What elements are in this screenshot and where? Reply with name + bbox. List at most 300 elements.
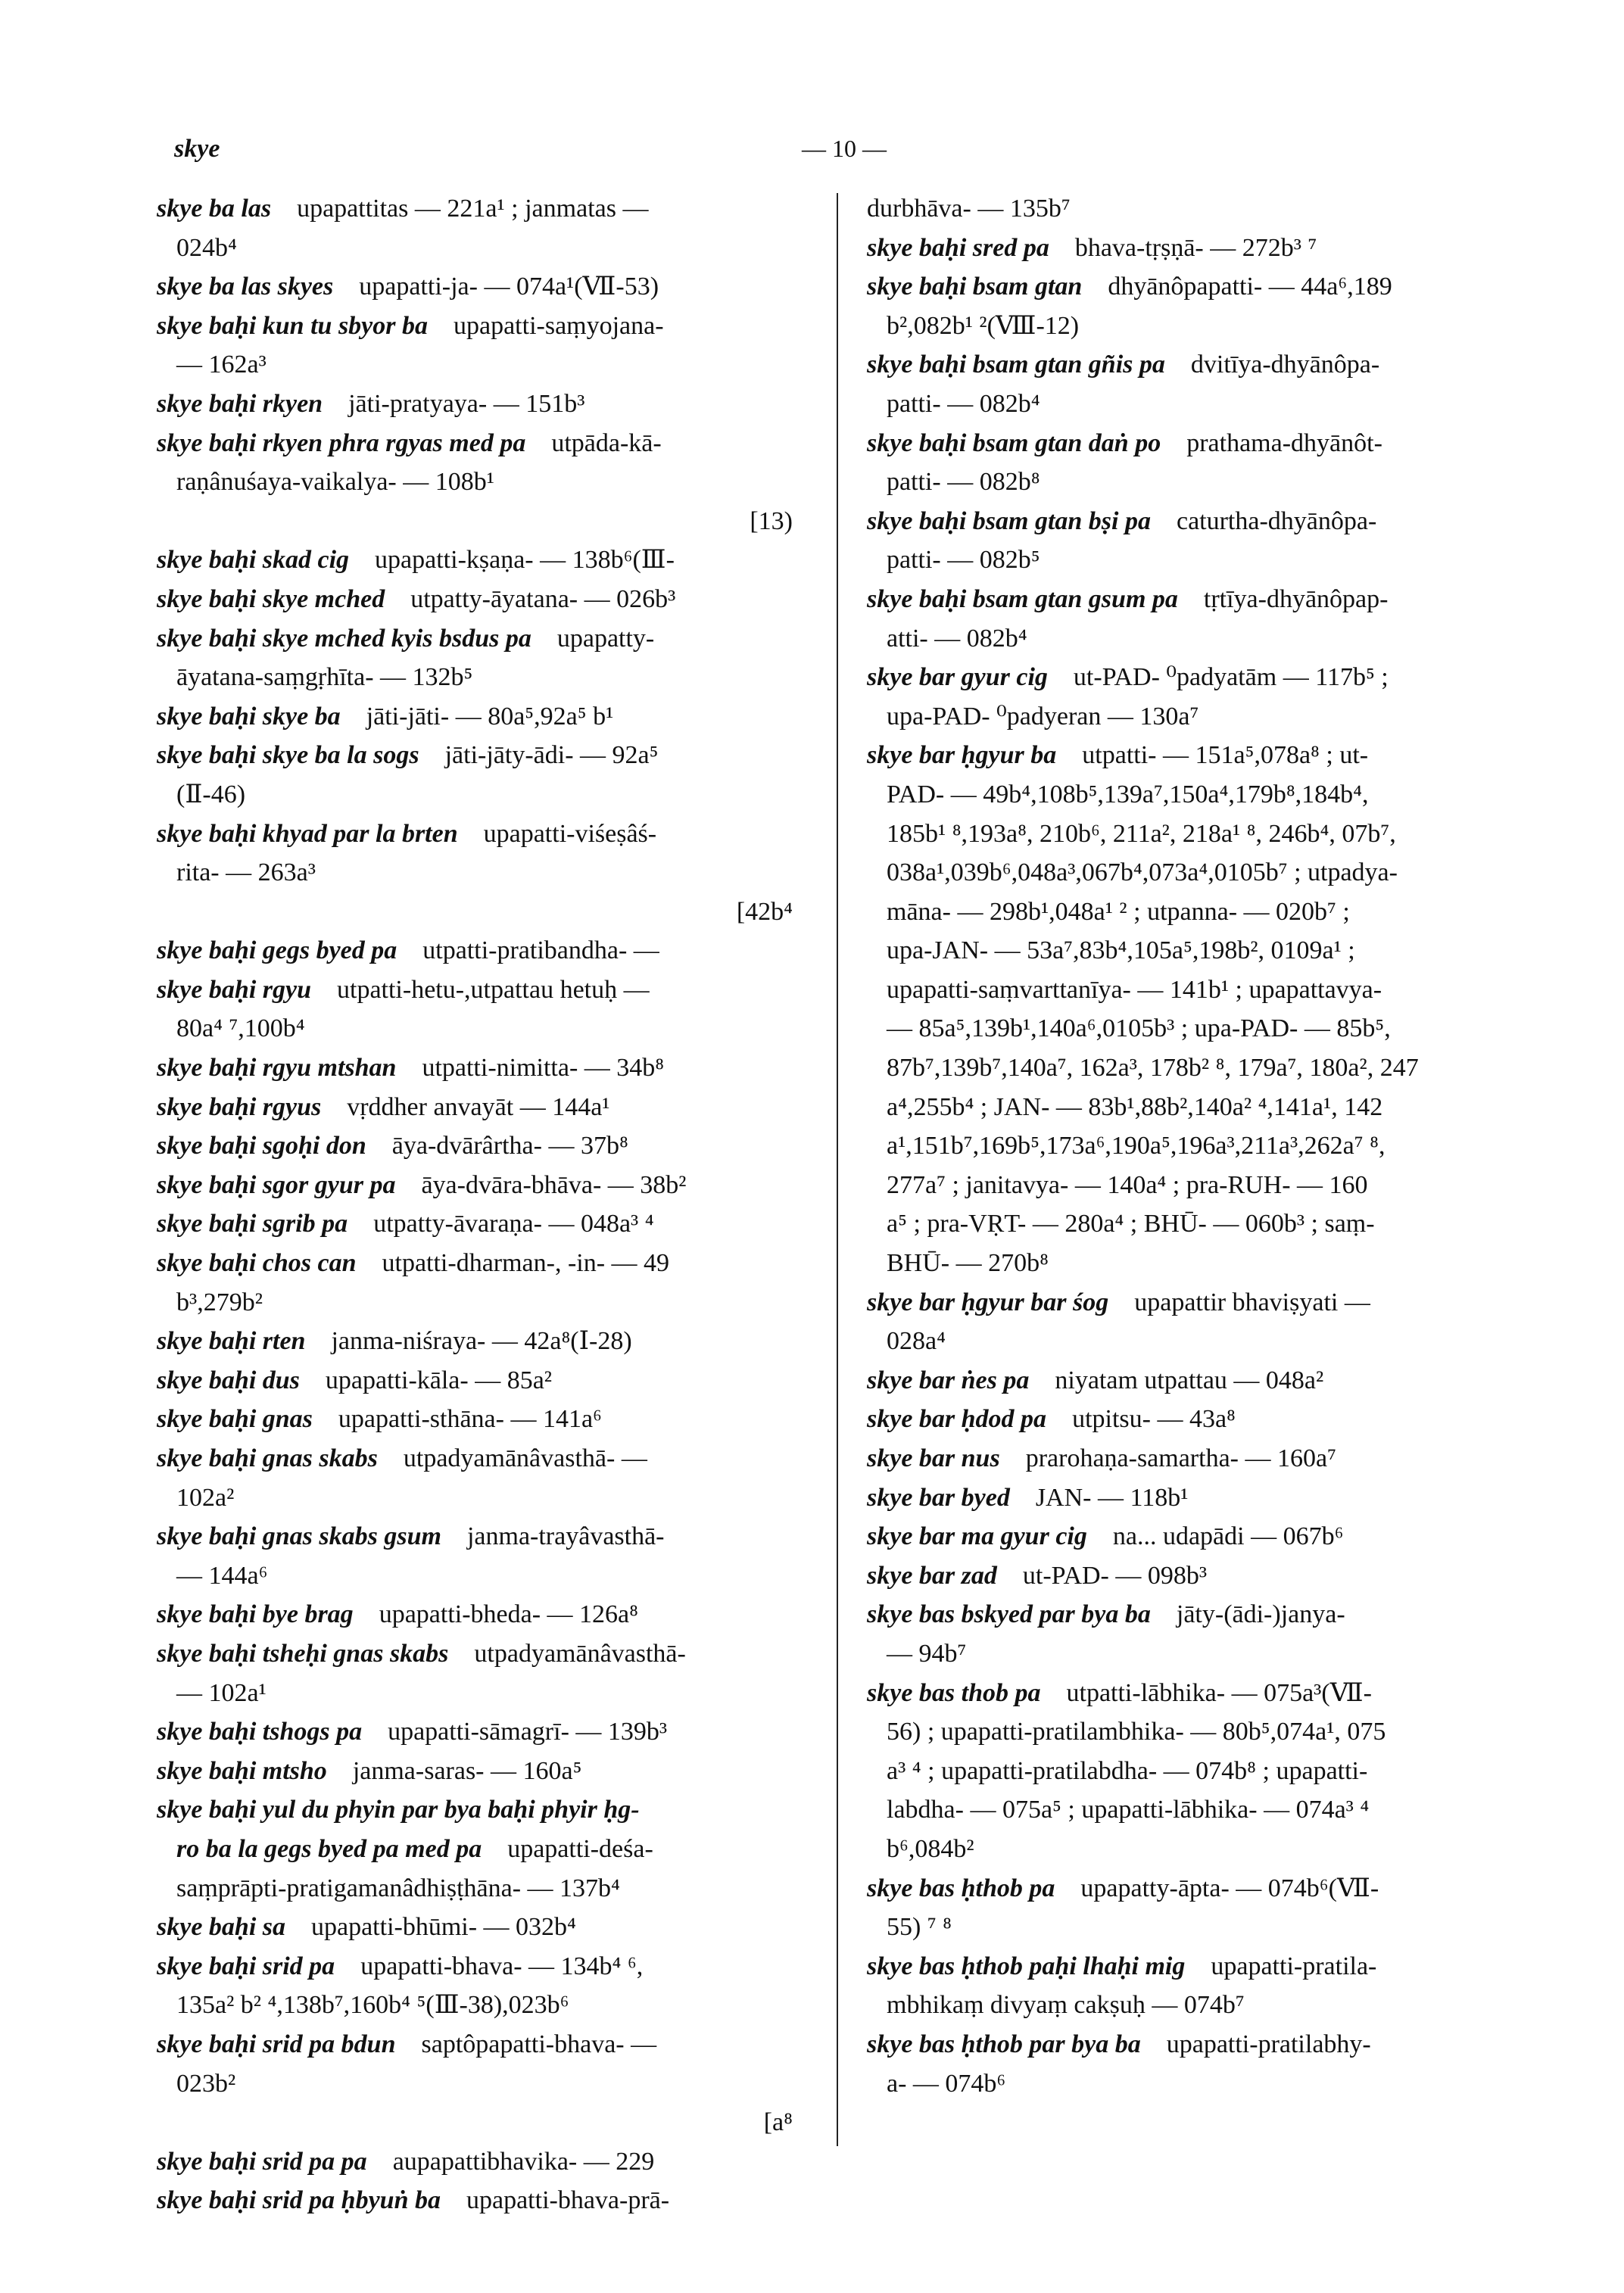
- dictionary-entry: [867, 424, 1518, 502]
- sanskrit-equivalent: — 85a⁵,139b¹,140a⁶,0105b³ ; upa-PAD- — 85b⁵,: [887, 1014, 1391, 1043]
- sanskrit-equivalent: upapatti-sāmagrī- — 139b³: [388, 1718, 668, 1746]
- entry-line: [867, 1283, 1518, 1323]
- entry-line: [157, 1204, 808, 1244]
- entry-line: [157, 931, 808, 970]
- dictionary-entry: [157, 1400, 808, 1439]
- sanskrit-equivalent: niyatam utpattau — 048a²: [1055, 1366, 1324, 1394]
- tibetan-headword: skye bar ḥdod pa: [867, 1405, 1047, 1434]
- sanskrit-equivalent: a- — 074b⁶: [887, 2069, 1006, 2098]
- sanskrit-equivalent: utpatti-pratibandha- —: [422, 936, 659, 965]
- dictionary-entry: [157, 1204, 808, 1244]
- sanskrit-equivalent: upapatti-bhava-prā-: [466, 2186, 670, 2215]
- tibetan-headword: skye baḥi bsam gtan bṣi pa: [867, 506, 1151, 535]
- sanskrit-equivalent: vṛddher anvayāt — 144a¹: [347, 1092, 610, 1121]
- tibetan-headword: ro ba la gegs byed pa med pa: [176, 1834, 482, 1863]
- right-column: [867, 189, 1518, 2103]
- sanskrit-equivalent: janma-trayâvasthā-: [466, 1522, 665, 1551]
- sanskrit-equivalent: a⁴,255b⁴ ; JAN- — 83b¹,88b²,140a² ⁴,141a¹, 142: [887, 1092, 1383, 1121]
- sanskrit-equivalent: utpatti-dharman-, -in- — 49: [382, 1249, 670, 1278]
- entry-line: [867, 853, 1518, 893]
- sanskrit-equivalent: 87b⁷,139b⁷,140a⁷, 162a³, 178b² ⁸, 179a⁷, 180a², 247: [887, 1054, 1419, 1083]
- tibetan-headword: skye baḥi srid pa bdun: [157, 2030, 396, 2058]
- tibetan-headword: skye baḥi rgyus: [157, 1092, 322, 1121]
- sanskrit-equivalent: saṃprāpti-pratigamanâdhiṣṭhāna- — 137b⁴: [176, 1874, 620, 1902]
- tibetan-headword: skye baḥi tshogs pa: [157, 1718, 363, 1746]
- entry-line: [157, 1283, 808, 1323]
- dictionary-entry: [867, 1517, 1518, 1556]
- sanskrit-equivalent: patti- — 082b⁸: [887, 468, 1040, 497]
- dictionary-entry: [867, 1400, 1518, 1439]
- tibetan-headword: skye ba las skyes: [157, 273, 334, 301]
- dictionary-entry: [867, 229, 1518, 268]
- entry-line: [157, 1048, 808, 1088]
- dictionary-entry: [157, 736, 808, 814]
- sanskrit-equivalent: 277a⁷ ; janitavya- — 140a⁴ ; pra-RUH- — 160: [887, 1170, 1368, 1199]
- entry-line: [867, 307, 1518, 346]
- dictionary-entry: [867, 267, 1518, 345]
- sanskrit-equivalent: — 144a⁶: [176, 1561, 268, 1590]
- dictionary-entry: [157, 1634, 808, 1712]
- entry-line: [867, 970, 1518, 1010]
- dictionary-entry: [867, 502, 1518, 580]
- entry-line: [157, 1009, 808, 1048]
- dictionary-entry: [867, 1556, 1518, 1596]
- tibetan-headword: skye baḥi sred pa: [867, 233, 1049, 262]
- dictionary-entry: [157, 424, 808, 541]
- dictionary-entry: [157, 1752, 808, 1791]
- sanskrit-equivalent: tṛtīya-dhyānôpap-: [1203, 584, 1389, 613]
- entry-line: [867, 1126, 1518, 1166]
- tibetan-headword: skye bar nus: [867, 1444, 1000, 1472]
- entry-line: [157, 1947, 808, 1986]
- dictionary-entry: [157, 1126, 808, 1166]
- entry-line: [867, 385, 1518, 424]
- tibetan-headword: skye baḥi gegs byed pa: [157, 936, 397, 965]
- sanskrit-equivalent: upapatti-pratila-: [1211, 1952, 1377, 1980]
- sanskrit-equivalent: jāti-pratyaya- — 151b³: [348, 389, 585, 418]
- dictionary-entry: [867, 1595, 1518, 1673]
- tibetan-headword: skye baḥi rkyen phra rgyas med pa: [157, 428, 526, 457]
- tibetan-headword: skye baḥi rgyu: [157, 975, 311, 1004]
- sanskrit-equivalent: na... udapādi — 067b⁶: [1112, 1522, 1344, 1551]
- entry-line: [867, 815, 1518, 854]
- entry-line: [157, 541, 808, 580]
- sanskrit-equivalent: upapatti-bhava- — 134b⁴ ⁶,: [360, 1952, 644, 1980]
- sanskrit-equivalent: JAN- — 118b¹: [1035, 1483, 1189, 1512]
- tibetan-headword: skye bas bskyed par bya ba: [867, 1600, 1151, 1629]
- tibetan-headword: skye bas ḥthob paḥi lhaḥi mig: [867, 1952, 1186, 1980]
- tibetan-headword: skye baḥi tsheḥi gnas skabs: [157, 1639, 449, 1668]
- entry-line: [867, 1869, 1518, 1908]
- dictionary-entry: [157, 1322, 808, 1361]
- sanskrit-equivalent: utpatty-āyatana- — 026b³: [410, 584, 676, 613]
- tibetan-headword: skye bar ḥgyur ba: [867, 741, 1057, 770]
- entry-line: [157, 1556, 808, 1596]
- entry-line: [157, 2025, 808, 2064]
- entry-line: [157, 970, 808, 1010]
- entry-line: [157, 1752, 808, 1791]
- entry-line: [157, 1790, 808, 1830]
- sanskrit-equivalent: 102a²: [176, 1483, 235, 1512]
- dictionary-entry: [157, 1166, 808, 1205]
- dictionary-entry: [157, 1595, 808, 1634]
- entry-line: [867, 1478, 1518, 1518]
- tibetan-headword: skye bar zad: [867, 1561, 997, 1590]
- entry-line: [867, 229, 1518, 268]
- dictionary-entry: [867, 345, 1518, 423]
- tibetan-headword: skye baḥi sgoḥi don: [157, 1132, 366, 1161]
- entry-line: [157, 697, 808, 737]
- sanskrit-equivalent: upapatti-bhūmi- — 032b⁴: [311, 1913, 576, 1942]
- sanskrit-equivalent: upapatti-bheda- — 126a⁸: [379, 1600, 638, 1629]
- entry-line: [157, 1908, 808, 1947]
- tibetan-headword: skye baḥi srid pa: [157, 1952, 335, 1980]
- sanskrit-equivalent: prathama-dhyānôt-: [1186, 428, 1382, 457]
- sanskrit-equivalent: upapattir bhaviṣyati —: [1134, 1288, 1370, 1316]
- entry-line: [157, 1478, 808, 1518]
- sanskrit-equivalent: utpatti- — 151a⁵,078a⁸ ; ut-: [1082, 741, 1369, 770]
- tibetan-headword: skye bas thob pa: [867, 1678, 1041, 1707]
- dictionary-entry: [157, 189, 808, 267]
- entry-line: [157, 1166, 808, 1205]
- dictionary-entry: [157, 815, 808, 932]
- sanskrit-equivalent: a⁵ ; pra-VṚT- — 280a⁴ ; BHŪ- — 060b³ ; saṃ-: [887, 1210, 1375, 1238]
- sanskrit-equivalent: upapatty-āpta- — 074b⁶(Ⅶ-: [1080, 1874, 1379, 1902]
- entry-line: [157, 1634, 808, 1674]
- sanskrit-equivalent: utpadyamānâvasthā-: [474, 1639, 686, 1668]
- entry-line: [157, 1674, 808, 1713]
- entry-line: [867, 1947, 1518, 1986]
- sanskrit-equivalent: jāti-jāti- — 80a⁵,92a⁵ b¹: [366, 702, 614, 731]
- tibetan-headword: skye baḥi sgor gyur pa: [157, 1170, 396, 1199]
- sanskrit-equivalent: upapatty-: [556, 624, 655, 653]
- sanskrit-equivalent: patti- — 082b⁵: [887, 546, 1040, 575]
- entry-line: [157, 345, 808, 385]
- entry-line: [157, 1439, 808, 1478]
- tibetan-headword: skye baḥi srid pa ḥbyuṅ ba: [157, 2186, 441, 2215]
- dictionary-entry: [157, 1790, 808, 1908]
- sanskrit-equivalent: b³,279b²: [176, 1288, 263, 1316]
- sanskrit-equivalent: a¹,151b⁷,169b⁵,173a⁶,190a⁵,196a³,211a³,262a⁷ ⁸,: [887, 1132, 1386, 1161]
- entry-line: [157, 1869, 808, 1908]
- sanskrit-equivalent: saptôpapatti-bhava- —: [421, 2030, 657, 2058]
- sanskrit-equivalent: durbhāva- — 135b⁷: [867, 195, 1071, 223]
- dictionary-entry: [157, 1908, 808, 1947]
- sanskrit-equivalent: ut-PAD- — 098b³: [1022, 1561, 1208, 1590]
- tibetan-headword: skye baḥi srid pa pa: [157, 2147, 367, 2176]
- sanskrit-equivalent: atti- — 082b⁴: [887, 624, 1027, 653]
- sanskrit-equivalent: aupapattibhavika- — 229: [392, 2147, 655, 2176]
- entry-line: [867, 775, 1518, 815]
- entry-line: [867, 1244, 1518, 1283]
- entry-line: [157, 1517, 808, 1556]
- dictionary-entry: [157, 1517, 808, 1595]
- entry-line: [157, 619, 808, 659]
- tibetan-headword: skye baḥi bsam gtan gñis pa: [867, 350, 1165, 379]
- dictionary-entry: [157, 1361, 808, 1400]
- dictionary-entry: [157, 1244, 808, 1322]
- entry-line: [157, 229, 808, 268]
- dictionary-entry: [157, 2181, 808, 2220]
- tibetan-headword: skye baḥi sa: [157, 1913, 285, 1942]
- tibetan-headword: skye baḥi sgrib pa: [157, 1210, 348, 1238]
- entry-line: [867, 697, 1518, 737]
- tibetan-headword: skye baḥi bsam gtan daṅ po: [867, 428, 1161, 457]
- sanskrit-equivalent: BHŪ- — 270b⁸: [887, 1249, 1049, 1278]
- entry-line: [867, 1674, 1518, 1713]
- tibetan-headword: skye baḥi rten: [157, 1327, 306, 1356]
- tibetan-headword: skye bar gyur cig: [867, 663, 1048, 692]
- dictionary-entry: [867, 1283, 1518, 1361]
- tibetan-headword: skye baḥi skye ba: [157, 702, 341, 731]
- sanskrit-equivalent: janma-niśraya- — 42a⁸(Ⅰ-28): [331, 1327, 632, 1356]
- dictionary-entry: [867, 736, 1518, 1282]
- dictionary-entry: [157, 2142, 808, 2182]
- entry-line: [157, 580, 808, 619]
- entry-line: [157, 307, 808, 346]
- sanskrit-equivalent: raṇânuśaya-vaikalya- — 108b¹: [176, 468, 494, 497]
- sanskrit-equivalent: dvitīya-dhyānôpa-: [1190, 350, 1380, 379]
- entry-line: [157, 658, 808, 697]
- dictionary-entry: [867, 580, 1518, 658]
- tibetan-headword: skye baḥi rgyu mtshan: [157, 1054, 397, 1083]
- dictionary-entry: [867, 1478, 1518, 1518]
- sanskrit-equivalent: — 162a³: [176, 350, 267, 379]
- entry-line: [157, 385, 808, 424]
- sanskrit-equivalent: rita- — 263a³: [176, 858, 316, 887]
- sanskrit-equivalent: upapatti-sthāna- — 141a⁶: [338, 1405, 602, 1434]
- entry-line: [867, 1204, 1518, 1244]
- dictionary-entry: [157, 307, 808, 385]
- tibetan-headword: skye baḥi skye mched kyis bsdus pa: [157, 624, 531, 653]
- entry-line: [157, 1361, 808, 1400]
- entry-line: [157, 1400, 808, 1439]
- tibetan-headword: skye bas ḥthob par bya ba: [867, 2030, 1141, 2058]
- dictionary-entry: [157, 1048, 808, 1088]
- entry-line: [867, 1439, 1518, 1478]
- dictionary-entry: [867, 1869, 1518, 1947]
- sanskrit-equivalent: PAD- — 49b⁴,108b⁵,139a⁷,150a⁴,179b⁸,184b⁴,: [887, 780, 1369, 808]
- entry-line: [157, 1088, 808, 1127]
- sanskrit-equivalent: ut-PAD- ⁰padyatām — 117b⁵ ;: [1073, 663, 1389, 692]
- sanskrit-equivalent: 55) ⁷ ⁸: [887, 1913, 952, 1942]
- entry-line: [157, 1322, 808, 1361]
- dictionary-entry: [157, 931, 808, 970]
- sanskrit-equivalent: upapatti-pratilabhy-: [1166, 2030, 1371, 2058]
- overflow-text: [a⁸: [763, 2108, 793, 2137]
- sanskrit-equivalent: jāti-jāty-ādi- — 92a⁵: [444, 741, 659, 770]
- entry-line: [867, 1361, 1518, 1400]
- tibetan-headword: skye bar ḥgyur bar śog: [867, 1288, 1109, 1316]
- entry-line: [867, 1322, 1518, 1361]
- entry-line: [867, 345, 1518, 385]
- overflow-fragment: [157, 502, 808, 541]
- entry-line: [867, 1088, 1518, 1127]
- sanskrit-equivalent: a³ ⁴ ; upapatti-pratilabdha- — 074b⁸ ; upapatti-: [887, 1756, 1368, 1785]
- sanskrit-equivalent: b⁶,084b²: [887, 1834, 974, 1863]
- sanskrit-equivalent: b²,082b¹ ²(Ⅷ-12): [887, 311, 1080, 340]
- sanskrit-equivalent: — 102a¹: [176, 1678, 267, 1707]
- sanskrit-equivalent: caturtha-dhyānôpa-: [1176, 506, 1377, 535]
- dictionary-entry: [157, 541, 808, 580]
- entry-line: [157, 2181, 808, 2220]
- tibetan-headword: skye baḥi gnas skabs: [157, 1444, 378, 1472]
- sanskrit-equivalent: upapatti-saṃvarttanīya- — 141b¹ ; upapattavya-: [887, 975, 1382, 1004]
- dictionary-entry: [157, 1088, 808, 1127]
- tibetan-headword: skye baḥi gnas: [157, 1405, 313, 1434]
- sanskrit-equivalent: bhava-tṛṣṇā- — 272b³ ⁷: [1074, 233, 1317, 262]
- tibetan-headword: skye baḥi bsam gtan: [867, 273, 1083, 301]
- entry-line: [157, 1986, 808, 2025]
- entry-line: [157, 424, 808, 463]
- sanskrit-equivalent: māna- — 298b¹,048a¹ ² ; utpanna- — 020b⁷ ;: [887, 897, 1350, 926]
- sanskrit-equivalent: utpadyamānâvasthā- —: [403, 1444, 647, 1472]
- sanskrit-equivalent: upapatti-deśa-: [507, 1834, 653, 1863]
- entry-line: [157, 1712, 808, 1752]
- sanskrit-equivalent: upapatti-kṣaṇa- — 138b⁶(Ⅲ-: [375, 546, 675, 575]
- entry-line: [867, 931, 1518, 970]
- sanskrit-equivalent: 185b¹ ⁸,193a⁸, 210b⁶, 211a², 218a¹ ⁸, 246b⁴, 07b⁷,: [887, 819, 1396, 848]
- dictionary-entry: [157, 619, 808, 697]
- sanskrit-equivalent: upa-JAN- — 53a⁷,83b⁴,105a⁵,198b², 0109a¹ ;: [887, 936, 1355, 965]
- sanskrit-equivalent: (Ⅱ-46): [176, 780, 246, 808]
- entry-line: [867, 1634, 1518, 1674]
- entry-line: [867, 736, 1518, 775]
- sanskrit-equivalent: utpatti-lābhika- — 075a³(Ⅶ-: [1066, 1678, 1372, 1707]
- sanskrit-equivalent: janma-saras- — 160a⁵: [352, 1756, 582, 1785]
- sanskrit-equivalent: 038a¹,039b⁶,048a³,067b⁴,073a⁴,0105b⁷ ; utpadya-: [887, 858, 1398, 887]
- sanskrit-equivalent: upapatti-ja- — 074a¹(Ⅶ-53): [359, 273, 659, 301]
- running-head: skye: [174, 135, 220, 163]
- entry-line: [157, 853, 808, 893]
- tibetan-headword: skye baḥi skye ba la sogs: [157, 741, 419, 770]
- entry-line: [157, 1595, 808, 1634]
- entry-line: [867, 189, 1518, 229]
- sanskrit-equivalent: āya-dvāra-bhāva- — 38b²: [421, 1170, 687, 1199]
- sanskrit-equivalent: 80a⁴ ⁷,100b⁴: [176, 1014, 305, 1043]
- sanskrit-equivalent: upapattitas — 221a¹ ; janmatas —: [297, 195, 649, 223]
- tibetan-headword: skye baḥi yul du phyin par bya baḥi phyir ḥg-: [157, 1796, 640, 1824]
- entry-line: [867, 1166, 1518, 1205]
- sanskrit-equivalent: 023b²: [176, 2069, 236, 2098]
- entry-line: [867, 267, 1518, 307]
- overflow-fragment: [157, 893, 808, 932]
- page-number: — 10 —: [802, 135, 887, 162]
- sanskrit-equivalent: 028a⁴: [887, 1327, 946, 1356]
- entry-line: [867, 2064, 1518, 2104]
- entry-line: [157, 775, 808, 815]
- entry-line: [867, 1830, 1518, 1869]
- left-column: [157, 189, 808, 2220]
- dictionary-entry: [867, 2025, 1518, 2103]
- dictionary-entry: [867, 189, 1518, 229]
- sanskrit-equivalent: dhyānôpapatti- — 44a⁶,189: [1108, 273, 1392, 301]
- tibetan-headword: skye baḥi khyad par la brten: [157, 819, 458, 848]
- entry-line: [157, 815, 808, 854]
- dictionary-entry: [867, 658, 1518, 736]
- entry-line: [867, 1986, 1518, 2025]
- sanskrit-equivalent: 56) ; upapatti-pratilambhika- — 80b⁵,074a¹, 075: [887, 1718, 1386, 1746]
- sanskrit-equivalent: utpatty-āvaraṇa- — 048a³ ⁴: [373, 1210, 654, 1238]
- sanskrit-equivalent: 135a² b² ⁴,138b⁷,160b⁴ ⁵(Ⅲ-38),023b⁶: [176, 1991, 569, 2020]
- entry-line: [867, 658, 1518, 697]
- entry-line: [867, 541, 1518, 580]
- dictionary-entry: [157, 1439, 808, 1517]
- overflow-text: [13): [750, 506, 793, 535]
- sanskrit-equivalent: utpatti-hetu-,utpattau hetuḥ —: [337, 975, 650, 1004]
- sanskrit-equivalent: jāty-(ādi-)janya-: [1176, 1600, 1345, 1629]
- tibetan-headword: skye baḥi rkyen: [157, 389, 323, 418]
- sanskrit-equivalent: mbhikaṃ divyaṃ cakṣuḥ — 074b⁷: [887, 1991, 1245, 2020]
- tibetan-headword: skye baḥi skye mched: [157, 584, 385, 613]
- entry-line: [157, 2142, 808, 2182]
- entry-line: [157, 463, 808, 502]
- overflow-fragment: [157, 2103, 808, 2142]
- column-divider: [837, 193, 838, 2146]
- sanskrit-equivalent: upapatti-kāla- — 85a²: [325, 1366, 552, 1394]
- dictionary-entry: [157, 580, 808, 619]
- entry-line: [867, 893, 1518, 932]
- dictionary-entry: [157, 385, 808, 424]
- tibetan-headword: skye baḥi bsam gtan gsum pa: [867, 584, 1178, 613]
- dictionary-entry: [157, 267, 808, 307]
- tibetan-headword: skye baḥi dus: [157, 1366, 300, 1394]
- entry-line: [867, 1009, 1518, 1048]
- sanskrit-equivalent: 024b⁴: [176, 233, 237, 262]
- entry-line: [867, 1712, 1518, 1752]
- dictionary-entry: [157, 1947, 808, 2025]
- entry-line: [867, 1595, 1518, 1634]
- entry-line: [157, 267, 808, 307]
- sanskrit-equivalent: upapatti-viśeṣâś-: [483, 819, 657, 848]
- tibetan-headword: skye baḥi mtsho: [157, 1756, 327, 1785]
- entry-line: [867, 1752, 1518, 1791]
- entry-line: [867, 2025, 1518, 2064]
- tibetan-headword: skye ba las: [157, 195, 272, 223]
- entry-line: [157, 2064, 808, 2104]
- dictionary-entry: [867, 1439, 1518, 1478]
- entry-line: [157, 1126, 808, 1166]
- dictionary-entry: [867, 1674, 1518, 1869]
- entry-line: [867, 1556, 1518, 1596]
- sanskrit-equivalent: āya-dvārârtha- — 37b⁸: [391, 1132, 628, 1161]
- sanskrit-equivalent: upa-PAD- ⁰padyeran — 130a⁷: [887, 702, 1199, 731]
- tibetan-headword: skye bas ḥthob pa: [867, 1874, 1055, 1902]
- tibetan-headword: skye baḥi skad cig: [157, 546, 350, 575]
- entry-line: [867, 1517, 1518, 1556]
- entry-line: [157, 189, 808, 229]
- entry-line: [867, 619, 1518, 659]
- tibetan-headword: skye baḥi kun tu sbyor ba: [157, 311, 428, 340]
- entry-line: [867, 502, 1518, 541]
- tibetan-headword: skye bar ṅes pa: [867, 1366, 1030, 1394]
- sanskrit-equivalent: patti- — 082b⁴: [887, 389, 1040, 418]
- entry-line: [867, 1790, 1518, 1830]
- sanskrit-equivalent: upapatti-saṃyojana-: [454, 311, 664, 340]
- sanskrit-equivalent: utpatti-nimitta- — 34b⁸: [422, 1054, 665, 1083]
- tibetan-headword: skye baḥi chos can: [157, 1249, 357, 1278]
- sanskrit-equivalent: prarohaṇa-samartha- — 160a⁷: [1025, 1444, 1336, 1472]
- dictionary-entry: [157, 1712, 808, 1752]
- tibetan-headword: skye baḥi bye brag: [157, 1600, 354, 1629]
- sanskrit-equivalent: utpitsu- — 43a⁸: [1072, 1405, 1236, 1434]
- overflow-text: [42b⁴: [736, 897, 793, 926]
- sanskrit-equivalent: labdha- — 075a⁵ ; upapatti-lābhika- — 074a³ ⁴: [887, 1796, 1370, 1824]
- tibetan-headword: skye bar ma gyur cig: [867, 1522, 1087, 1551]
- sanskrit-equivalent: — 94b⁷: [887, 1639, 967, 1668]
- sanskrit-equivalent: utpāda-kā-: [551, 428, 662, 457]
- entry-line: [157, 1830, 808, 1869]
